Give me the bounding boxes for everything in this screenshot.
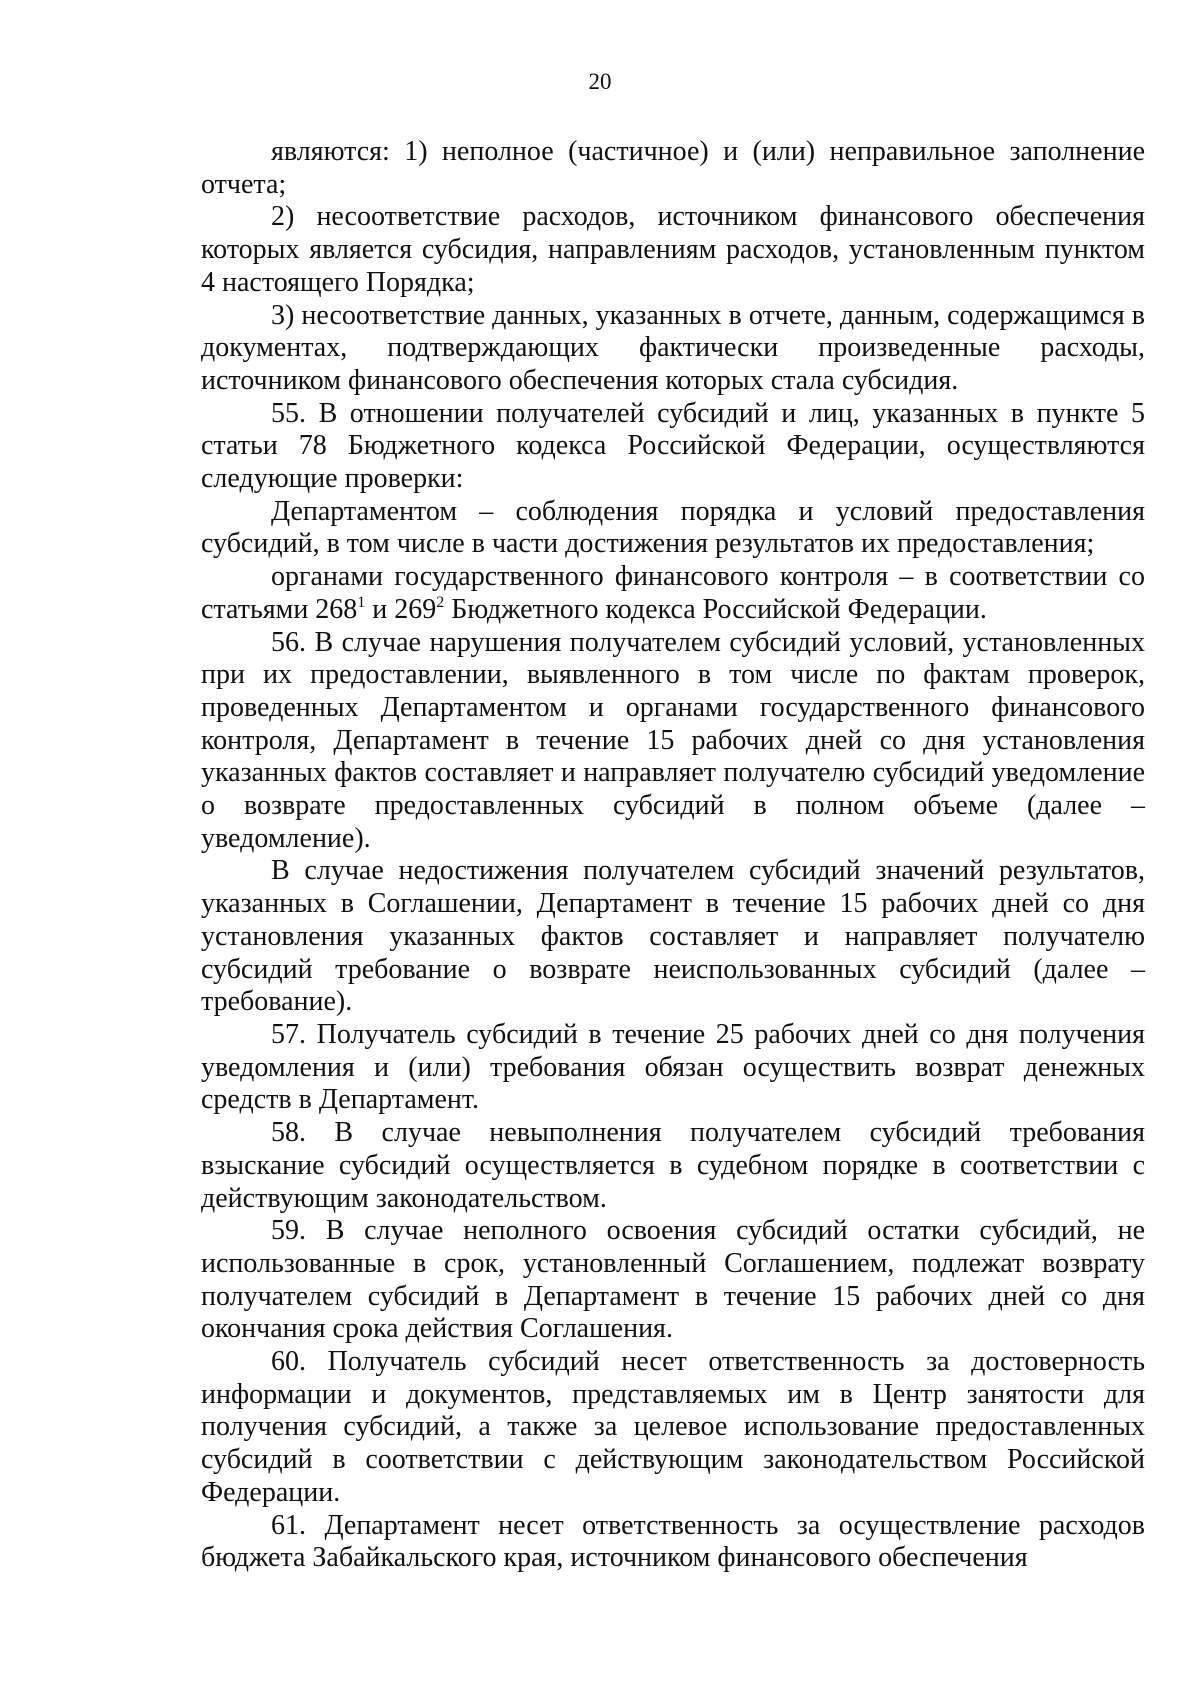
- paragraph-clause-61: 61. Департамент несет ответственность за осуществление расходов бюджета Забайкальского края, источником финансового обеспечения: [201, 1509, 1145, 1574]
- financial-control-text-2: и 269: [365, 593, 437, 625]
- paragraph-clause-60: 60. Получатель субсидий несет ответственность за достоверность информации и документов, представляемых им в Центр занятости для получения субсидий, а также за целевое использование предоставленных субсидий в соответствии с действующим законодательством Российской Федерации.: [201, 1346, 1145, 1508]
- paragraph-data-mismatch: 3) несоответствие данных, указанных в отчете, данным, содержащимся в документах, подтверждающих фактически произведенные расходы, источником финансового обеспечения которых стала субсидия.: [201, 299, 1145, 396]
- superscript-2: 2: [436, 593, 445, 611]
- financial-control-text-1: органами государственного финансового контроля – в соответствии со статьями 268: [201, 561, 1145, 625]
- paragraph-clause-56: 56. В случае нарушения получателем субсидий условий, установленных при их предоставлении, выявленного в том числе по фактам проверок, проведенных Департаментом и органами государственного финансового контроля, Департамент в течение 15 рабочих дней со дня установления указанных фактов составляет и направляет получателю субсидий уведомление о возврате предоставленных субсидий в полном объеме (далее – уведомление).: [201, 626, 1145, 854]
- superscript-1: 1: [357, 593, 366, 611]
- paragraph-department-checks: Департаментом – соблюдения порядка и условий предоставления субсидий, в том числе в части достижения результатов их предоставления;: [201, 495, 1145, 560]
- paragraph-clause-55: 55. В отношении получателей субсидий и лиц, указанных в пункте 5 статьи 78 Бюджетного кодекса Российской Федерации, осуществляются следующие проверки:: [201, 397, 1145, 495]
- paragraph-results-not-achieved: В случае недостижения получателем субсидий значений результатов, указанных в Соглашении, Департамент в течение 15 рабочих дней со дня установления указанных фактов составляет и направляет получателю субсидий требование о возврате неиспользованных субсидий (далее – требование).: [201, 855, 1145, 1018]
- paragraph-clause-58: 58. В случае невыполнения получателем субсидий требования взыскание субсидий осуществляется в судебном порядке в соответствии с действующим законодательством.: [201, 1117, 1145, 1214]
- paragraph-clause-57: 57. Получатель субсидий в течение 25 рабочих дней со дня получения уведомления и (или) требования обязан осуществить возврат денежных средств в Департамент.: [201, 1018, 1145, 1116]
- paragraph-expense-mismatch: 2) несоответствие расходов, источником финансового обеспечения которых является субсидия, направлениям расходов, установленным пунктом 4 настоящего Порядка;: [201, 201, 1145, 298]
- document-body: [201, 136, 1145, 1575]
- paragraph-report-errors: являются: 1) неполное (частичное) и (или) неправильное заполнение отчета;: [201, 136, 1145, 200]
- page-number: 20: [588, 69, 612, 94]
- paragraph-clause-59: 59. В случае неполного освоения субсидий остатки субсидий, не использованные в срок, установленный Соглашением, подлежат возврату получателем субсидий в Департамент в течение 15 рабочих дней со дня окончания срока действия Соглашения.: [201, 1215, 1145, 1345]
- paragraph-financial-control: [201, 561, 1145, 626]
- financial-control-text-3: Бюджетного кодекса Российской Федерации.: [444, 593, 987, 625]
